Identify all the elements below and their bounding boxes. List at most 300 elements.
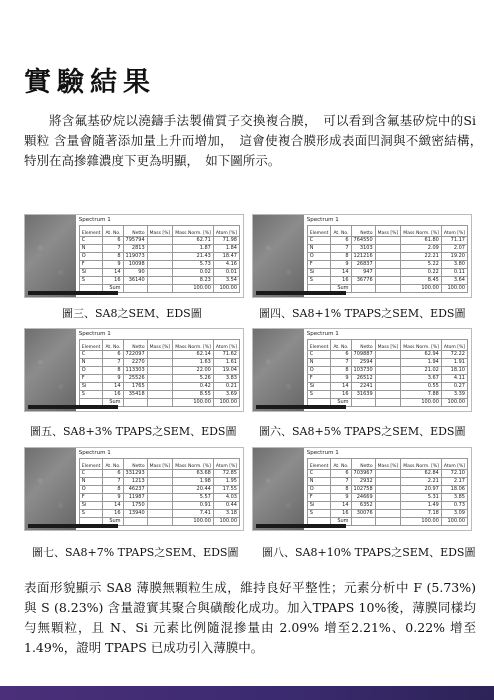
eds-header-cell: Atom [%]	[441, 459, 467, 470]
eds-cell: 3103	[351, 245, 375, 253]
eds-cell: 22.00	[173, 367, 214, 375]
eds-cell: 0.01	[213, 269, 239, 277]
eds-cell: 100.00	[401, 399, 442, 407]
eds-cell	[375, 502, 401, 510]
eds-table	[79, 458, 240, 526]
eds-cell: 16	[103, 391, 123, 399]
eds-cell: 20.44	[173, 486, 214, 494]
scale-bar	[28, 524, 118, 528]
eds-cell: 5.26	[173, 375, 214, 383]
eds-cell: 24669	[351, 494, 375, 502]
eds-cell: 3.54	[213, 277, 239, 285]
eds-cell	[147, 269, 173, 277]
eds-header-cell: Element	[307, 459, 331, 470]
eds-table-panel	[304, 448, 471, 530]
eds-cell: 100.00	[441, 285, 467, 293]
eds-header-cell: Atom [%]	[213, 226, 239, 237]
eds-cell: 10098	[123, 261, 147, 269]
eds-header-cell: Mass [%]	[147, 340, 173, 351]
eds-cell: Si	[79, 502, 103, 510]
eds-cell: O	[79, 486, 103, 494]
eds-header-cell: Mass Norm. [%]	[173, 459, 214, 470]
eds-cell: S	[79, 391, 103, 399]
eds-row	[79, 261, 239, 269]
figure-7-caption: 圖七、SA8+7% TPAPS之SEM、EDS圖	[32, 546, 239, 559]
eds-cell: 2.17	[441, 478, 467, 486]
eds-cell	[351, 399, 375, 407]
eds-cell: Sum	[331, 399, 351, 407]
eds-cell	[147, 359, 173, 367]
eds-cell: 18.47	[213, 253, 239, 261]
eds-cell: 14	[103, 502, 123, 510]
eds-cell: 6	[103, 351, 123, 359]
eds-header-cell: Atom [%]	[441, 340, 467, 351]
eds-cell	[147, 351, 173, 359]
eds-cell: 100.00	[213, 399, 239, 407]
eds-header-cell: Mass Norm. [%]	[173, 226, 214, 237]
eds-cell: 2594	[351, 359, 375, 367]
eds-cell: Sum	[103, 285, 123, 293]
eds-cell: N	[79, 359, 103, 367]
eds-cell: 9	[331, 494, 351, 502]
eds-cell: S	[79, 510, 103, 518]
eds-cell: 0.73	[441, 502, 467, 510]
eds-cell: 36776	[351, 277, 375, 285]
eds-header-cell: Element	[79, 459, 103, 470]
eds-cell: N	[307, 245, 331, 253]
eds-header-cell: At. No.	[103, 226, 123, 237]
eds-cell	[375, 367, 401, 375]
eds-cell	[351, 518, 375, 526]
eds-cell: 3.80	[441, 261, 467, 269]
eds-table-panel	[76, 215, 243, 297]
eds-cell: 4.16	[213, 261, 239, 269]
eds-header-row	[79, 459, 239, 470]
eds-row	[307, 470, 467, 478]
eds-header-row	[307, 340, 467, 351]
eds-cell	[375, 486, 401, 494]
sem-image	[253, 215, 304, 297]
eds-row	[307, 277, 467, 285]
eds-cell: 795794	[123, 237, 147, 245]
eds-cell: 62.94	[401, 351, 442, 359]
eds-cell	[147, 391, 173, 399]
eds-cell: 5.22	[401, 261, 442, 269]
eds-cell: 14	[331, 269, 351, 277]
eds-cell: 8	[331, 253, 351, 261]
eds-row	[79, 478, 239, 486]
eds-cell: 100.00	[173, 399, 214, 407]
eds-cell	[375, 359, 401, 367]
eds-cell: Si	[307, 383, 331, 391]
spectrum-label: Spectrum 1	[306, 217, 339, 223]
eds-cell: 121216	[351, 253, 375, 261]
eds-row	[79, 269, 239, 277]
eds-cell: C	[79, 470, 103, 478]
eds-cell: 1.63	[173, 359, 214, 367]
eds-cell: 709887	[351, 351, 375, 359]
eds-row	[307, 383, 467, 391]
eds-cell	[375, 261, 401, 269]
figure-8-caption: 圖八、SA8+10% TPAPS之SEM、EDS圖	[262, 546, 476, 559]
eds-row	[79, 486, 239, 494]
eds-row	[307, 245, 467, 253]
eds-header-cell: Netto	[351, 226, 375, 237]
eds-cell: 62.14	[173, 351, 214, 359]
eds-cell: 11987	[123, 494, 147, 502]
eds-row	[79, 375, 239, 383]
eds-cell: 100.00	[401, 518, 442, 526]
eds-cell	[375, 237, 401, 245]
eds-cell: 14	[331, 502, 351, 510]
eds-cell: 2813	[123, 245, 147, 253]
eds-cell: 0.02	[173, 269, 214, 277]
eds-cell: 6	[103, 237, 123, 245]
eds-cell: S	[307, 391, 331, 399]
eds-cell: C	[79, 237, 103, 245]
footer-accent-bar	[0, 686, 494, 700]
eds-row	[307, 510, 467, 518]
spectrum-label: Spectrum 1	[78, 450, 111, 456]
eds-cell: 16	[331, 510, 351, 518]
eds-cell: 36140	[123, 277, 147, 285]
eds-cell: 2.21	[401, 478, 442, 486]
eds-cell: 3.67	[401, 375, 442, 383]
eds-cell: N	[307, 478, 331, 486]
sem-image	[25, 448, 76, 530]
scale-bar	[28, 291, 118, 295]
intro-paragraph: 將含氟基矽烷以澆鑄手法製備質子交換複合膜， 可以看到含氟基矽烷中的Si顆粒 含量會隨著添加量上升而增加， 這會使複合膜形成表面凹洞與不緻密結構， 特別在高摻雜濃度下更為明顯， 如下圖所示。	[24, 113, 489, 168]
eds-cell: F	[79, 261, 103, 269]
sem-image	[253, 448, 304, 530]
eds-cell	[375, 285, 401, 293]
eds-cell: 100.00	[173, 518, 214, 526]
eds-cell: 4.03	[213, 494, 239, 502]
eds-cell: 1.84	[213, 245, 239, 253]
eds-cell	[147, 478, 173, 486]
eds-cell: 16	[103, 277, 123, 285]
eds-cell	[147, 486, 173, 494]
eds-cell: 2932	[351, 478, 375, 486]
eds-cell: 1750	[123, 502, 147, 510]
eds-cell: 1.49	[401, 502, 442, 510]
eds-row	[307, 261, 467, 269]
eds-cell: N	[307, 359, 331, 367]
eds-cell: 6	[103, 470, 123, 478]
eds-cell: 6	[331, 470, 351, 478]
eds-cell: 25526	[123, 375, 147, 383]
eds-cell	[147, 494, 173, 502]
eds-cell: 14	[103, 269, 123, 277]
figure-6	[252, 328, 472, 412]
eds-cell	[375, 375, 401, 383]
eds-cell	[375, 269, 401, 277]
eds-header-cell: Element	[307, 226, 331, 237]
spectrum-label: Spectrum 1	[306, 331, 339, 337]
eds-header-row	[307, 226, 467, 237]
scale-bar	[256, 524, 346, 528]
eds-cell	[147, 510, 173, 518]
eds-cell: 8.23	[173, 277, 214, 285]
eds-header-cell: Netto	[123, 226, 147, 237]
eds-cell: 0.27	[441, 383, 467, 391]
eds-row	[79, 245, 239, 253]
eds-row	[79, 351, 239, 359]
eds-cell: F	[79, 494, 103, 502]
eds-header-cell: Mass [%]	[147, 226, 173, 237]
eds-cell: 31639	[351, 391, 375, 399]
eds-table-panel	[304, 215, 471, 297]
eds-cell: 6	[331, 237, 351, 245]
eds-cell: 1213	[123, 478, 147, 486]
eds-cell: 7	[331, 359, 351, 367]
eds-cell: 6352	[351, 502, 375, 510]
eds-cell: 5.57	[173, 494, 214, 502]
eds-cell: 0.44	[213, 502, 239, 510]
eds-cell: 7	[103, 245, 123, 253]
eds-cell: 26512	[351, 375, 375, 383]
eds-table	[307, 225, 468, 293]
eds-header-row	[79, 340, 239, 351]
eds-cell: 947	[351, 269, 375, 277]
eds-cell: 9	[103, 375, 123, 383]
eds-cell	[147, 399, 173, 407]
eds-row	[307, 391, 467, 399]
eds-row	[79, 494, 239, 502]
sem-image	[25, 215, 76, 297]
eds-cell: 1.95	[213, 478, 239, 486]
eds-row	[307, 375, 467, 383]
eds-cell	[147, 383, 173, 391]
eds-cell: O	[79, 367, 103, 375]
eds-cell: 61.80	[401, 237, 442, 245]
figure-4	[252, 214, 472, 298]
eds-row	[307, 367, 467, 375]
eds-cell: 3.85	[441, 494, 467, 502]
eds-header-cell: Atom [%]	[213, 340, 239, 351]
spectrum-label: Spectrum 1	[78, 217, 111, 223]
eds-cell: S	[79, 277, 103, 285]
eds-cell	[375, 391, 401, 399]
eds-cell	[147, 277, 173, 285]
eds-cell: 2.09	[401, 245, 442, 253]
eds-cell: 1.98	[173, 478, 214, 486]
eds-cell: 13940	[123, 510, 147, 518]
eds-cell	[147, 367, 173, 375]
eds-cell: 5.31	[401, 494, 442, 502]
eds-cell: 3.64	[441, 277, 467, 285]
eds-cell: 100.00	[213, 518, 239, 526]
eds-cell: 22.21	[401, 253, 442, 261]
sem-image	[25, 329, 76, 411]
eds-cell: 72.10	[441, 470, 467, 478]
eds-cell	[123, 399, 147, 407]
eds-cell: C	[307, 470, 331, 478]
eds-cell: Si	[79, 383, 103, 391]
eds-cell: N	[79, 478, 103, 486]
eds-row	[79, 391, 239, 399]
figure-7	[24, 447, 244, 531]
eds-table-panel	[304, 329, 471, 411]
eds-cell: 1765	[123, 383, 147, 391]
eds-cell: S	[307, 510, 331, 518]
scale-bar	[256, 405, 346, 409]
page-title: 實驗結果	[24, 67, 156, 98]
eds-header-cell: Mass [%]	[375, 226, 401, 237]
eds-cell: 72.22	[441, 351, 467, 359]
eds-cell: N	[79, 245, 103, 253]
eds-header-cell: Netto	[351, 459, 375, 470]
eds-cell: 2241	[351, 383, 375, 391]
eds-cell: C	[307, 351, 331, 359]
figure-3-caption: 圖三、SA8之SEM、EDS圖	[62, 307, 202, 320]
figure-3	[24, 214, 244, 298]
eds-cell: 331293	[123, 470, 147, 478]
eds-cell: O	[307, 253, 331, 261]
eds-row	[307, 237, 467, 245]
eds-cell: C	[79, 351, 103, 359]
eds-cell: 7	[103, 478, 123, 486]
eds-cell: 8.45	[401, 277, 442, 285]
eds-cell: 100.00	[401, 285, 442, 293]
eds-cell: S	[307, 277, 331, 285]
eds-header-cell: At. No.	[331, 226, 351, 237]
eds-cell: 7.41	[173, 510, 214, 518]
eds-cell: O	[79, 253, 103, 261]
eds-cell	[375, 383, 401, 391]
eds-cell	[123, 518, 147, 526]
eds-cell: 21.43	[173, 253, 214, 261]
eds-row	[79, 383, 239, 391]
eds-header-cell: At. No.	[331, 340, 351, 351]
eds-cell	[147, 502, 173, 510]
eds-row	[307, 486, 467, 494]
eds-header-cell: Mass Norm. [%]	[401, 459, 442, 470]
scale-bar	[256, 291, 346, 295]
eds-cell: 46237	[123, 486, 147, 494]
eds-table-panel	[76, 448, 243, 530]
eds-header-cell: At. No.	[103, 340, 123, 351]
eds-cell	[351, 285, 375, 293]
eds-cell: 0.11	[441, 269, 467, 277]
eds-cell: 7.18	[401, 510, 442, 518]
eds-cell: Si	[307, 502, 331, 510]
eds-cell: 18.06	[441, 486, 467, 494]
eds-cell: 7	[331, 245, 351, 253]
eds-cell	[147, 470, 173, 478]
eds-cell	[147, 253, 173, 261]
eds-header-cell: Mass [%]	[375, 459, 401, 470]
eds-row	[307, 502, 467, 510]
eds-cell: 63.68	[173, 470, 214, 478]
eds-cell	[375, 351, 401, 359]
eds-cell	[147, 375, 173, 383]
eds-row	[79, 510, 239, 518]
spectrum-label: Spectrum 1	[306, 450, 339, 456]
eds-cell: 100.00	[213, 285, 239, 293]
eds-cell: 3.09	[441, 510, 467, 518]
eds-cell: 72.85	[213, 470, 239, 478]
eds-cell: 8	[331, 486, 351, 494]
eds-table	[79, 339, 240, 407]
eds-cell: F	[79, 375, 103, 383]
eds-header-cell: Atom [%]	[213, 459, 239, 470]
eds-cell: C	[307, 237, 331, 245]
eds-cell: 62.71	[173, 237, 214, 245]
eds-cell: 0.21	[213, 383, 239, 391]
eds-cell: 9	[331, 261, 351, 269]
eds-cell: O	[307, 367, 331, 375]
eds-cell	[147, 237, 173, 245]
eds-row	[79, 367, 239, 375]
eds-row	[307, 494, 467, 502]
eds-cell: 90	[123, 269, 147, 277]
eds-header-cell: Element	[79, 226, 103, 237]
eds-header-cell: Mass [%]	[375, 340, 401, 351]
eds-cell: 30076	[351, 510, 375, 518]
eds-cell: 1.87	[173, 245, 214, 253]
eds-cell: 0.42	[173, 383, 214, 391]
eds-cell: 35418	[123, 391, 147, 399]
eds-cell	[375, 470, 401, 478]
eds-cell: 100.00	[173, 285, 214, 293]
eds-table	[307, 458, 468, 526]
eds-header-cell: Element	[307, 340, 331, 351]
eds-row	[307, 478, 467, 486]
eds-cell: 71.62	[213, 351, 239, 359]
eds-cell: 6	[331, 351, 351, 359]
eds-header-cell: Mass Norm. [%]	[401, 340, 442, 351]
eds-header-cell: Netto	[123, 340, 147, 351]
eds-cell: 16	[103, 510, 123, 518]
eds-cell: 119073	[123, 253, 147, 261]
eds-header-cell: Netto	[123, 459, 147, 470]
eds-table-panel	[76, 329, 243, 411]
eds-cell: 71.98	[213, 237, 239, 245]
eds-cell: 100.00	[441, 518, 467, 526]
eds-cell: 26837	[351, 261, 375, 269]
eds-cell: 17.55	[213, 486, 239, 494]
eds-row	[79, 237, 239, 245]
eds-cell	[375, 253, 401, 261]
eds-cell: 62.84	[401, 470, 442, 478]
eds-cell: Si	[307, 269, 331, 277]
sem-image	[253, 329, 304, 411]
eds-cell: Sum	[103, 518, 123, 526]
eds-cell	[375, 399, 401, 407]
scale-bar	[28, 405, 118, 409]
eds-cell: 2270	[123, 359, 147, 367]
eds-header-row	[307, 459, 467, 470]
eds-cell: 102758	[351, 486, 375, 494]
eds-header-cell: At. No.	[103, 459, 123, 470]
eds-cell: 20.97	[401, 486, 442, 494]
eds-row	[79, 359, 239, 367]
eds-cell: 16	[331, 277, 351, 285]
eds-cell: 71.17	[441, 237, 467, 245]
eds-cell: 7.88	[401, 391, 442, 399]
eds-cell: 19.20	[441, 253, 467, 261]
eds-cell: 14	[331, 383, 351, 391]
eds-cell	[375, 510, 401, 518]
eds-cell: 1.61	[213, 359, 239, 367]
eds-cell: Sum	[103, 399, 123, 407]
eds-cell: 1.91	[441, 359, 467, 367]
eds-cell: 2.07	[441, 245, 467, 253]
eds-header-cell: Mass [%]	[147, 459, 173, 470]
eds-cell	[375, 478, 401, 486]
eds-cell: F	[307, 375, 331, 383]
